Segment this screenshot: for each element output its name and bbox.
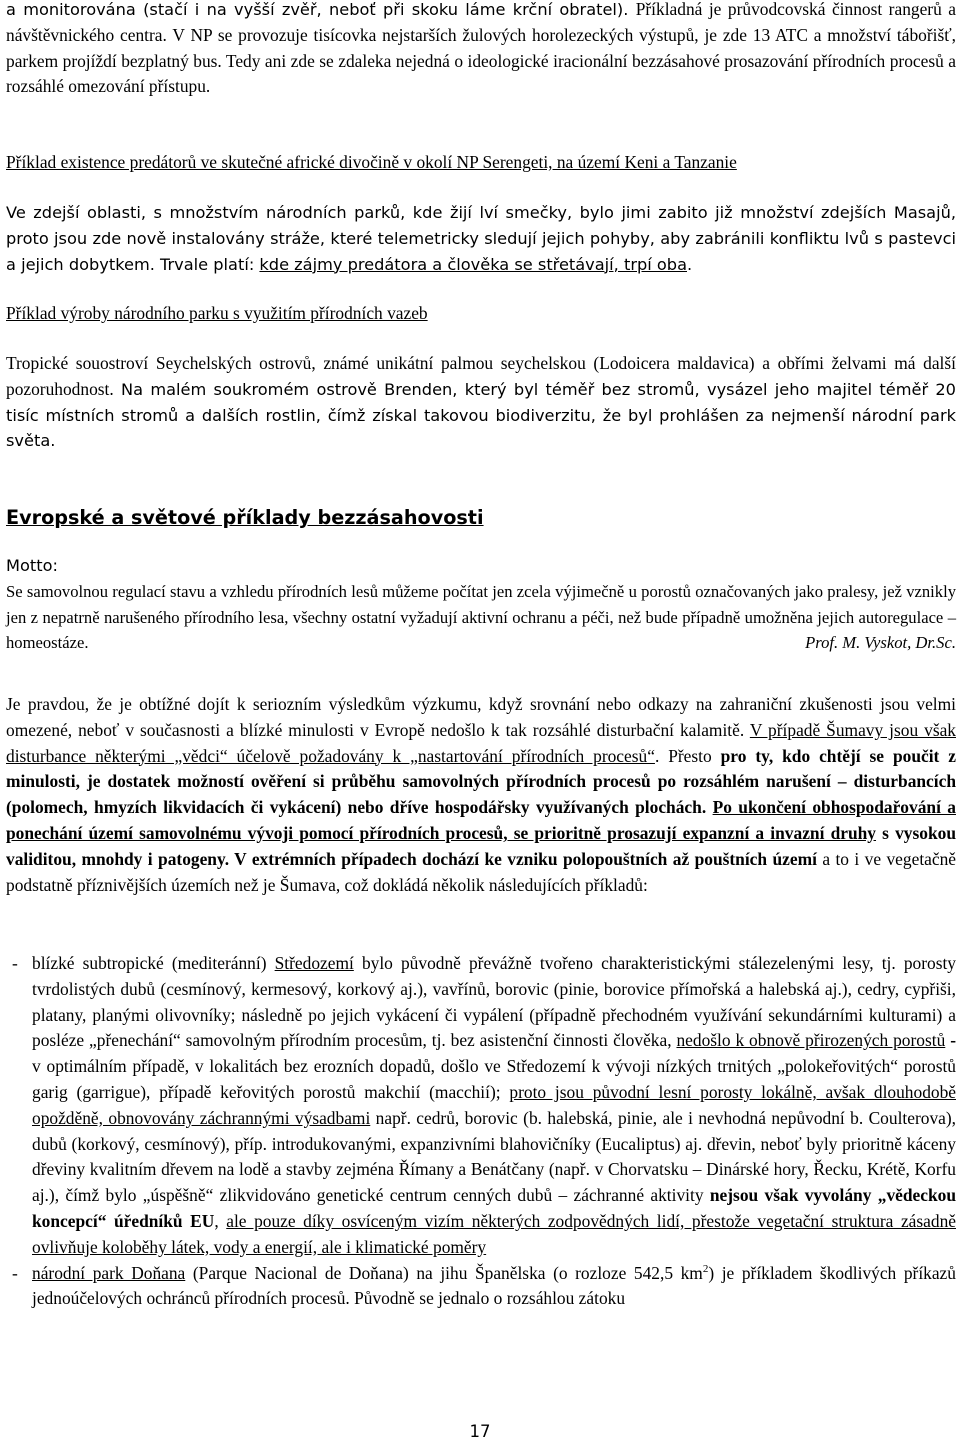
main-paragraph (6, 692, 956, 898)
main-b2: s vysokou validitou, mnohdy i patogeny. V extrémních případech dochází ke vzniku polopouštních až pouštních území (6, 822, 957, 869)
seychely-title: Příklad výroby národního parku s využitím přírodních vazeb (6, 303, 428, 323)
serengeti-rule: kde zájmy predátora a člověka se střetávají, trpí oba (259, 254, 687, 274)
seychely-text2: Na malém soukromém ostrově Brenden, který byl téměř bez stromů, vysázel jeho majitel téměř 20 tisíc místních stromů a dalších rostlin, čímž získal takovou biodiverzitu, že byl prohlášen za nejmenší národní park světa. (6, 379, 956, 451)
motto-text-end: ž bude případně umožněna jejich autoregulace – homeostáze. (6, 607, 957, 653)
li1-b1: - (950, 1030, 956, 1051)
intro-paragraph (6, 0, 956, 100)
li1-b2: nejsou však vyvolány „vědeckou koncepcí“ úředníků EU (32, 1185, 957, 1231)
li1-t2: bylo původně převážně tvořeno charakteristickými stálezelenými lesy, tj. porosty tvrdolistých dubů (cesmínový, kermesový, korkový aj.), vavřínů, borovic (pinie, borovice přímořská a halebská aj.), cedry, cypřiši, platany, planými olivovníky; následně po jejich vykácení či vypálení (případně přechodném využívání sekundárními kulturami) a posléze „přenechání“ samovolným přírodním procesům, tj. bez asistenční činnosti člověka, (32, 953, 956, 1051)
serengeti-section (6, 150, 956, 176)
main-b1: pro ty, kdo chtějí se poučit z minulosti, je dostatek možností ověření si průběhu samovolných přírodních procesů po rozsáhlém narušení – disturbancích (polomech, hmyzích likvidacích či vykácení) nebo dříve hospodářsky využívaných plochách. (6, 745, 956, 818)
li1-t4: v optimálním případě, v lokalitách bez erozních dopadů, došlo ve Středozemí k vývoji nízkých trnitých „polokeřovitých“ porostů garig (garrigue), případě keřovitých porostů makchií (macchií); (32, 1056, 956, 1102)
li2-t1: (Parque Nacional de Doňana) na jihu Španělska (o rozloze 542,5 km (185, 1262, 703, 1283)
intro-text: V NP se provozuje tisícovka nejstarších žulových horolezeckých výstupů, je zde 13 ATC a množství tábořišť, parkem projíždí bezplatný bus. Tedy ani zde se zdaleka nejedná o ideologické iracionální bezzásahové prosazování přírodních procesů a rozsáhlé omezování přístupu. (6, 24, 957, 97)
motto-author: Prof. M. Vyskot, Dr.Sc. (805, 633, 956, 653)
li1-t1: blízké subtropické (mediteránní) (32, 953, 275, 973)
intro-line1-b: Příkladná je průvodcovská činnost rangerů a návštěvnického centra. (6, 0, 957, 45)
seychely-text1: Tropické souostroví Seychelských ostrovů, známé unikátní palmou seychelskou (Lodoicera maldavica) a obřími želvami má další pozoruhodnost. (6, 353, 956, 399)
li1-t6: , (214, 1210, 227, 1231)
main-u1: V případě Šumavy jsou však disturbance některými „vědci“ účelově požadovány k „nastartování přírodních procesů“ (6, 719, 956, 766)
serengeti-text: Ve zdejší oblasti, s množstvím národních parků, kde žijí lví smečky, bylo jimi zabito již množství zdejších Masajů, proto jsou zde nově instalovány stráže, které telemetricky sledují jejich pohyby, aby zabránili konfliktu lvů s pastevci a jejich dobytkem. (6, 203, 956, 274)
serengeti-rule-end: . (687, 254, 693, 274)
serengeti-title: Příklad existence predátorů ve skutečné africké divočině v okolí NP Serengeti, na území Keni a Tanzanie (6, 152, 737, 172)
motto-block (6, 553, 956, 656)
main-t2: . Přesto (654, 745, 721, 766)
seychely-section (6, 301, 956, 327)
section-heading: Evropské a světové příklady bezzásahovosti (6, 506, 484, 529)
li2-sup: 2 (702, 1262, 709, 1275)
examples-list (6, 951, 956, 1312)
motto-text: Se samovolnou regulací stavu a vzhledu přírodních lesů můžeme počítat jen zcela výjimečně u porostů označovaných jako pralesy, jež vznikly jen z nepatrně narušeného přírodního lesa, všechny ostatní vyžadují aktivní ochranu a péči, ne (6, 581, 956, 627)
li1-u2: nedošlo k obnově přirozených porostů (676, 1030, 946, 1051)
li1-t5: např. cedrů, borovic (b. halebská, pinie, ale i nevhodná nepůvodní b. Coulterova), dubů (korkový, cesmínový), příp. introdukovanými, expanzivními blahovičníky (Eucaliptus) aj. dřevin, neboť byly prioritně káceny dřeviny kvalitním dřevem na lodě a stavby zejména Římany a Benátčany (např. v Chorvatsku – Dinárské hory, Řecku, Krétě, Korfu aj.), čímž bylo „úspěšně“ zlikvidováno genetické centrum cenných dubů – záchranné aktivity (32, 1107, 956, 1206)
list-dash: - (12, 1262, 18, 1283)
intro-line1-a: a monitorována (stačí i na vyšší zvěř, neboť při skoku láme krční obratel). (6, 0, 636, 19)
motto-label: Motto: (6, 556, 58, 575)
li2-t2: ) je příkladem škodlivých příkazů jednoúčelových ochránců přírodních procesů. Původně se jednalo o rozsáhlou zátoku (32, 1262, 956, 1309)
page-number: 17 (469, 1422, 491, 1441)
list-item (6, 1261, 956, 1313)
li1-u4: ale pouze díky osvíceným vizím některých zodpovědných lidí, přestože vegetační struktura zásadně ovlivňuje koloběhy látek, vody a energií, ale i klimatické poměry (32, 1210, 956, 1257)
li2-u1: národní park Doňana (32, 1262, 186, 1283)
main-t1: Je pravdou, že je obtížné dojít k seriozním výsledkům výzkumu, když srovnání nebo odkazy na zahraniční zkušenosti jsou velmi omezené, neboť v současnosti a blízké minulosti v Evropě nedošlo k tak rozsáhlé disturbační kalamitě. (6, 694, 956, 740)
serengeti-body (6, 200, 956, 277)
main-bu1: Po ukončení obhospodařování a ponechání území samovolnému vývoji pomocí přírodních procesů, se prioritně prosazují expanzní a invazní druhy (6, 797, 956, 843)
list-dash: - (12, 953, 18, 973)
li1-u3: proto jsou původní lesní porosty lokálně, avšak dlouhodobě opožděně, obnovovány záchrannými výsadbami (32, 1081, 956, 1128)
section-heading-block (6, 505, 956, 531)
list-item (6, 951, 956, 1261)
serengeti-rule-label: Trvale platí: (154, 254, 260, 274)
seychely-body (6, 351, 956, 454)
li1-u1: Středozemí (274, 953, 354, 973)
main-t3: a to i ve vegetačně podstatně příznivějších územích než je Šumava, což dokládá několik následujících příkladů: (6, 848, 957, 895)
